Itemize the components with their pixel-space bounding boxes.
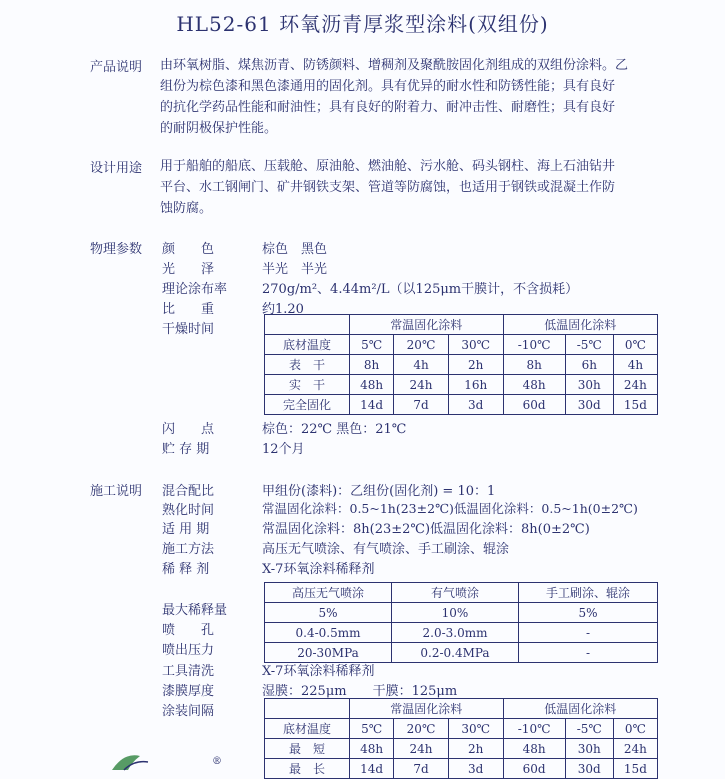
- product-line: 的抗化学药品性能和耐油性；具有良好的附着力、耐冲击性、耐磨性；具有良好: [160, 100, 616, 115]
- header-cell: 底材温度: [265, 335, 350, 355]
- table-cell: 48h: [350, 739, 394, 759]
- table-cell: 3d: [448, 395, 503, 415]
- table-cell: 最 长: [265, 759, 350, 779]
- table-cell: 30d: [565, 759, 613, 779]
- gloss-label: 光 泽: [162, 262, 215, 277]
- table-cell: 8h: [503, 355, 565, 375]
- header-cell: 5℃: [350, 335, 394, 355]
- color-label: 颜 色: [162, 242, 215, 257]
- document-title: HL52-61 环氧沥青厚浆型涂料(双组份): [176, 12, 549, 36]
- table-row: [265, 375, 658, 395]
- cure-label: 熟化时间: [162, 503, 215, 518]
- coverage-value: 270g/m²、4.44m²/L（以125μm干膜计，不含损耗）: [262, 282, 579, 297]
- table-cell: 60d: [503, 759, 565, 779]
- table-cell: 2h: [448, 355, 503, 375]
- cure-value: 常温固化涂料：0.5~1h(23±2℃)低温固化涂料：0.5~1h(0±2℃): [262, 501, 638, 516]
- header-cell: 20℃: [394, 335, 449, 355]
- table-row: [265, 603, 658, 623]
- tool-clean-label: 工具清洗: [162, 664, 215, 679]
- table-row: [265, 395, 658, 415]
- product-line: 的耐阴极保护性能。: [160, 121, 278, 136]
- table-cell: -: [519, 643, 658, 663]
- group-header-normal: 常温固化涂料: [350, 315, 504, 335]
- header-cell: 30℃: [448, 719, 503, 739]
- table-cell: 24h: [394, 375, 449, 395]
- product-description: [160, 55, 660, 139]
- usage-line: 平台、水工钢闸门、矿井钢铁支架、管道等防腐蚀，也适用于钢铁或混凝土作防: [160, 180, 616, 195]
- table-cell: 24h: [613, 739, 657, 759]
- table-cell: 30d: [565, 395, 613, 415]
- table-cell: 14d: [350, 759, 394, 779]
- usage-line: 用于船舶的船底、压载舱、原油舱、燃油舱、污水舱、码头钢柱、海上石油钻井: [160, 159, 616, 174]
- product-line: 组份为棕色漆和黑色漆通用的固化剂。具有优异的耐水性和防锈性能；具有良好: [160, 79, 616, 94]
- drying-label: 干燥时间: [162, 322, 215, 337]
- pressure-label: 喷出压力: [162, 643, 215, 658]
- storage-label: 贮 存 期: [162, 442, 210, 457]
- company-logo-icon: [110, 750, 150, 772]
- group-header-low: 低温固化涂料: [503, 699, 657, 719]
- table-cell: 48h: [350, 375, 394, 395]
- section-label-construction: 施工说明: [90, 484, 143, 499]
- header-cell: -5℃: [565, 719, 613, 739]
- header-cell: 30℃: [448, 335, 503, 355]
- spray-table: [264, 582, 658, 663]
- section-label-usage: 设计用途: [90, 161, 143, 176]
- header-cell: 0℃: [613, 719, 657, 739]
- group-header-normal: 常温固化涂料: [350, 699, 504, 719]
- table-cell: 5%: [519, 603, 658, 623]
- section-label-product: 产品说明: [90, 60, 143, 75]
- storage-value: 12个月: [262, 442, 305, 457]
- table-header-row: [265, 583, 658, 603]
- table-cell: 30h: [565, 375, 613, 395]
- color-value: 棕色 黑色: [262, 242, 328, 257]
- table-cell: 5%: [265, 603, 392, 623]
- table-cell: 14d: [350, 395, 394, 415]
- max-thinner-label: 最大稀释量: [162, 603, 228, 618]
- table-header-row: [265, 719, 658, 739]
- header-cell: -10℃: [503, 335, 565, 355]
- table-cell: 60d: [503, 395, 565, 415]
- usage-description: [160, 156, 660, 219]
- table-cell: 16h: [448, 375, 503, 395]
- flash-point-label: 闪 点: [162, 422, 215, 437]
- table-cell: 完全固化: [265, 395, 350, 415]
- header-cell: 底材温度: [265, 719, 350, 739]
- section-label-physical: 物理参数: [90, 242, 143, 257]
- group-header-low: 低温固化涂料: [503, 315, 657, 335]
- table-cell: 20-30MPa: [265, 643, 392, 663]
- table-row: [265, 623, 658, 643]
- drying-time-table: [264, 314, 658, 415]
- thinner-label: 稀 释 剂: [162, 562, 210, 577]
- coating-interval-label: 涂装间隔: [162, 704, 215, 719]
- header-cell: 5℃: [350, 719, 394, 739]
- usage-line: 蚀防腐。: [160, 201, 213, 216]
- table-cell: 48h: [503, 375, 565, 395]
- table-corner: [265, 699, 350, 719]
- table-cell: 10%: [392, 603, 519, 623]
- gloss-value: 半光 半光: [262, 262, 328, 277]
- header-cell: 高压无气喷涂: [265, 583, 392, 603]
- table-cell: 48h: [503, 739, 565, 759]
- flash-point-value: 棕色：22℃ 黑色：21℃: [262, 422, 407, 437]
- table-cell: 7d: [394, 395, 449, 415]
- mix-label: 混合配比: [162, 484, 215, 499]
- registered-mark: ®: [212, 756, 222, 767]
- potlife-value: 常温固化涂料：8h(23±2℃)低温固化涂料：8h(0±2℃): [262, 522, 590, 537]
- table-cell: 8h: [350, 355, 394, 375]
- nozzle-label: 喷 孔: [162, 623, 215, 638]
- header-cell: -5℃: [565, 335, 613, 355]
- mix-value: 甲组份(漆料)：乙组份(固化剂) = 10：1: [262, 484, 496, 499]
- table-cell: 15d: [613, 395, 657, 415]
- table-cell: 3d: [448, 759, 503, 779]
- table-cell: 2h: [448, 739, 503, 759]
- table-row: [265, 759, 658, 779]
- table-row: [265, 739, 658, 759]
- table-cell: 表 干: [265, 355, 350, 375]
- product-line: 由环氧树脂、煤焦沥青、防锈颜料、增稠剂及聚酰胺固化剂组成的双组份涂料。乙: [160, 58, 629, 73]
- table-cell: 实 干: [265, 375, 350, 395]
- table-cell: 24h: [394, 739, 449, 759]
- table-cell: 4h: [394, 355, 449, 375]
- table-cell: 15d: [613, 759, 657, 779]
- table-cell: 6h: [565, 355, 613, 375]
- table-cell: 0.2-0.4MPa: [392, 643, 519, 663]
- table-cell: 30h: [565, 739, 613, 759]
- table-corner: [265, 315, 350, 335]
- table-cell: 24h: [613, 375, 657, 395]
- table-cell: 最 短: [265, 739, 350, 759]
- tool-clean-value: X-7环氧涂料稀释剂: [262, 664, 375, 679]
- potlife-label: 适 用 期: [162, 522, 210, 537]
- coating-interval-table: [264, 698, 658, 779]
- table-header-row: [265, 335, 658, 355]
- method-value: 高压无气喷涂、有气喷涂、手工刷涂、辊涂: [262, 542, 510, 557]
- header-cell: -10℃: [503, 719, 565, 739]
- table-row: [265, 355, 658, 375]
- table-cell: 2.0-3.0mm: [392, 623, 519, 643]
- density-value: 约1.20: [262, 302, 304, 317]
- film-thickness-value: 湿膜：225μm 干膜：125μm: [262, 684, 458, 699]
- header-cell: 0℃: [613, 335, 657, 355]
- table-cell: 4h: [613, 355, 657, 375]
- method-label: 施工方法: [162, 542, 215, 557]
- header-cell: 20℃: [394, 719, 449, 739]
- table-cell: -: [519, 623, 658, 643]
- header-cell: 有气喷涂: [392, 583, 519, 603]
- header-cell: 手工刷涂、辊涂: [519, 583, 658, 603]
- table-cell: 7d: [394, 759, 449, 779]
- thinner-value: X-7环氧涂料稀释剂: [262, 562, 375, 577]
- table-cell: 0.4-0.5mm: [265, 623, 392, 643]
- coverage-label: 理论涂布率: [162, 282, 228, 297]
- film-thickness-label: 漆膜厚度: [162, 684, 215, 699]
- density-label: 比 重: [162, 302, 215, 317]
